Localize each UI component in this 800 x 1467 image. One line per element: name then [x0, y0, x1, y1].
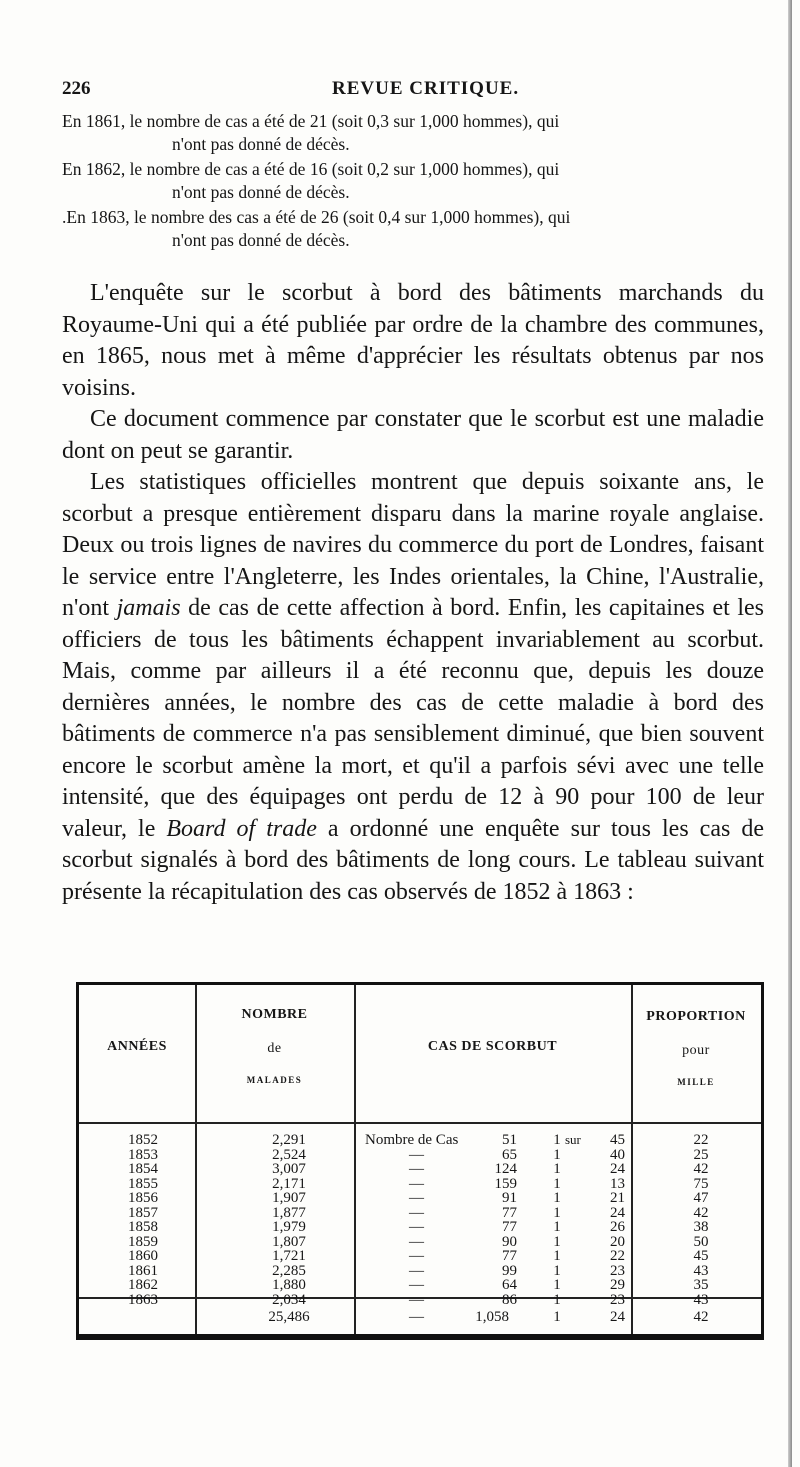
year-cell: 1853: [128, 1146, 158, 1163]
proportion-cell: 75: [693, 1175, 709, 1192]
table-row: [79, 1235, 761, 1250]
label-cell: —: [409, 1146, 424, 1163]
label-cell: Nombre de Cas: [365, 1132, 459, 1148]
header-annees: ANNÉES: [107, 1039, 167, 1054]
cases-cell: 91: [502, 1190, 517, 1206]
year-cell: 1858: [128, 1219, 158, 1235]
header-proportion: PROPORTION: [646, 1009, 746, 1024]
ratio-denominator-cell: 29: [610, 1277, 625, 1293]
cases-cell: 86: [502, 1291, 517, 1308]
malades-cell: 1,807: [272, 1233, 306, 1250]
paragraph-text: de cas de cette affection à bord. Enfin, les capitaines et les officiers de tous les bâtiments échappent invariablement au scorbut. Mais, comme par ailleurs il a été reconnu que, depuis les douze dernières années, le nombre des cas de cette maladie à bord des bâtiments de commerce n'a pas sensiblement diminué, que bien souvent encore le scorbut amène la mort, et qu'il a parfois sévi avec une telle intensité, que des équipages ont perdu de 12 à 90 pour 100 de leur valeur, le: [62, 595, 764, 842]
malades-cell: 1,979: [272, 1219, 306, 1235]
year-cell: 1861: [128, 1262, 158, 1279]
proportion-cell: 42: [693, 1161, 709, 1177]
table-row: [79, 1177, 761, 1192]
scurvy-table: [76, 982, 764, 1340]
ratio-one-cell: 1: [553, 1233, 561, 1250]
total-proportion: 42: [693, 1309, 709, 1325]
cases-cell: 159: [494, 1175, 517, 1192]
year-cell: 1860: [128, 1248, 158, 1264]
ratio-denominator-cell: 22: [610, 1248, 625, 1264]
stat-line-continuation: n'ont pas donné de décès.: [172, 182, 350, 202]
paragraph-text: Les statistiques officielles montrent que depuis soixante ans, le scorbut a presque entièrement disparu dans la marine royale anglaise. Deux ou trois lignes de navires du commerce du port de Londres, faisant le service entre l'Angleterre, les Indes orientales, la Chine, l'Australie, n'ont: [62, 469, 764, 621]
ratio-one-cell: 1: [553, 1291, 561, 1308]
total-malades: 25,486: [268, 1309, 310, 1325]
ratio-denominator-cell: 23: [610, 1262, 625, 1279]
proportion-cell: 38: [693, 1219, 709, 1235]
year-cell: 1856: [128, 1190, 158, 1206]
proportion-cell: 42: [693, 1204, 709, 1221]
malades-cell: 1,907: [272, 1190, 306, 1206]
ratio-one-cell: 1: [553, 1248, 561, 1264]
year-cell: 1854: [128, 1161, 158, 1177]
total-one: 1: [553, 1309, 561, 1325]
header-nombre: NOMBRE: [241, 1007, 308, 1022]
ratio-one-cell: 1: [553, 1277, 561, 1293]
running-head: REVUE CRITIQUE.: [332, 78, 520, 99]
paragraph: Ce document commence par constater que le scorbut est une maladie dont on peut se garantir.: [62, 406, 764, 464]
label-cell: —: [409, 1175, 424, 1192]
label-cell: —: [409, 1204, 424, 1221]
cases-cell: 99: [502, 1262, 517, 1279]
ratio-one-cell: 1: [553, 1262, 561, 1279]
malades-cell: 2,171: [272, 1175, 306, 1192]
header-rule: [79, 1122, 761, 1124]
ratio-sur-cell: sur: [565, 1132, 581, 1147]
stat-line-continuation: n'ont pas donné de décès.: [172, 134, 350, 154]
label-cell: —: [409, 1161, 424, 1177]
proportion-cell: 25: [693, 1146, 709, 1163]
ratio-denominator-cell: 24: [610, 1161, 625, 1177]
malades-cell: 2,291: [272, 1132, 306, 1148]
paragraph: L'enquête sur le scorbut à bord des bâtiments marchands du Royaume-Uni qui a été publiée par ordre de la chambre des communes, en 1865, nous met à même d'apprécier les résultats obtenus par nos voisins.: [62, 280, 764, 401]
proportion-cell: 22: [693, 1132, 709, 1148]
year-cell: 1855: [128, 1175, 158, 1192]
emphasis-text: Board of trade: [166, 815, 317, 842]
ratio-one-cell: 1: [553, 1132, 561, 1148]
page-header: [62, 78, 752, 104]
table-row: [79, 1206, 761, 1221]
label-cell: —: [409, 1262, 424, 1279]
proportion-cell: 43: [693, 1291, 709, 1308]
paragraph: [62, 467, 764, 908]
table-row: [79, 1264, 761, 1279]
ratio-one-cell: 1: [553, 1161, 561, 1177]
header-nombre-de: de: [267, 1041, 282, 1056]
paragraph-text: a ordonné une enquête sur tous les cas de scorbut signalés à bord des bâtiments de long cours. Le tableau suivant présente la récapitulation des cas observés de 1852 à 1863 :: [62, 815, 765, 905]
stat-line-text: En 1861, le nombre de cas a été de 21 (soit 0,3 sur 1,000 hommes), qui: [62, 111, 560, 131]
totals-row: [79, 1305, 761, 1325]
cases-cell: 77: [502, 1219, 517, 1235]
total-dash: —: [409, 1309, 424, 1325]
malades-cell: 2,524: [272, 1146, 306, 1163]
header-malades: MALADES: [246, 1075, 303, 1085]
body-text: [62, 278, 764, 908]
table-row: [79, 1249, 761, 1264]
ratio-denominator-cell: 23: [610, 1291, 625, 1308]
total-cas: 1,058: [475, 1309, 509, 1325]
stat-line: [62, 158, 752, 204]
label-cell: —: [409, 1291, 424, 1308]
malades-cell: 3,007: [272, 1161, 306, 1177]
ratio-one-cell: 1: [553, 1190, 561, 1206]
malades-cell: 1,721: [272, 1248, 306, 1264]
table-row: [79, 1191, 761, 1206]
table-row: [79, 1278, 761, 1293]
proportion-cell: 47: [693, 1190, 709, 1206]
stat-line-text: En 1862, le nombre de cas a été de 16 (soit 0,2 sur 1,000 hommes), qui: [62, 159, 560, 179]
proportion-cell: 43: [693, 1262, 709, 1279]
total-denominator: 24: [610, 1309, 625, 1325]
ratio-denominator-cell: 45: [610, 1132, 625, 1148]
header-cas-de-scorbut: CAS DE SCORBUT: [427, 1039, 558, 1054]
label-cell: —: [409, 1248, 424, 1264]
malades-cell: 2,034: [272, 1291, 306, 1308]
header-pour: pour: [682, 1043, 710, 1058]
stat-line-continuation: n'ont pas donné de décès.: [172, 230, 350, 250]
stat-line-text: .En 1863, le nombre des cas a été de 26 (soit 0,4 sur 1,000 hommes), qui: [62, 207, 571, 227]
ratio-one-cell: 1: [553, 1219, 561, 1235]
cases-cell: 90: [502, 1233, 517, 1250]
table-body: [79, 1133, 761, 1307]
ratio-one-cell: 1: [553, 1175, 561, 1192]
year-cell: 1852: [128, 1132, 158, 1148]
year-cell: 1863: [128, 1291, 158, 1308]
page-edge: [788, 0, 792, 1467]
ratio-one-cell: 1: [553, 1204, 561, 1221]
ratio-denominator-cell: 20: [610, 1233, 625, 1250]
stat-line: [62, 206, 752, 252]
ratio-denominator-cell: 13: [610, 1175, 625, 1192]
cases-cell: 77: [502, 1204, 517, 1221]
year-cell: 1859: [128, 1233, 158, 1250]
page-number: 226: [62, 78, 91, 99]
malades-cell: 1,877: [272, 1204, 306, 1221]
cases-cell: 51: [502, 1132, 517, 1148]
malades-cell: 1,880: [272, 1277, 306, 1293]
year-cell: 1862: [128, 1277, 158, 1293]
proportion-cell: 45: [693, 1248, 709, 1264]
ratio-denominator-cell: 40: [610, 1146, 625, 1163]
label-cell: —: [409, 1190, 424, 1206]
table-row: [79, 1220, 761, 1235]
table-row: [79, 1133, 761, 1148]
table-row: [79, 1162, 761, 1177]
cases-cell: 77: [502, 1248, 517, 1264]
proportion-cell: 50: [693, 1233, 709, 1250]
header-mille: MILLE: [677, 1077, 715, 1087]
cases-cell: 124: [494, 1161, 517, 1177]
malades-cell: 2,285: [272, 1262, 306, 1279]
ratio-denominator-cell: 21: [610, 1190, 625, 1206]
cases-cell: 64: [502, 1277, 517, 1293]
ratio-denominator-cell: 26: [610, 1219, 625, 1235]
statistics-list: [62, 110, 752, 254]
ratio-denominator-cell: 24: [610, 1204, 625, 1221]
table-row: [79, 1148, 761, 1163]
stat-line: [62, 110, 752, 156]
label-cell: —: [409, 1219, 424, 1235]
label-cell: —: [409, 1277, 424, 1293]
emphasis-text: jamais: [116, 595, 181, 621]
label-cell: —: [409, 1233, 424, 1250]
year-cell: 1857: [128, 1204, 158, 1221]
cases-cell: 65: [502, 1146, 517, 1163]
ratio-one-cell: 1: [553, 1146, 561, 1163]
proportion-cell: 35: [693, 1277, 709, 1293]
